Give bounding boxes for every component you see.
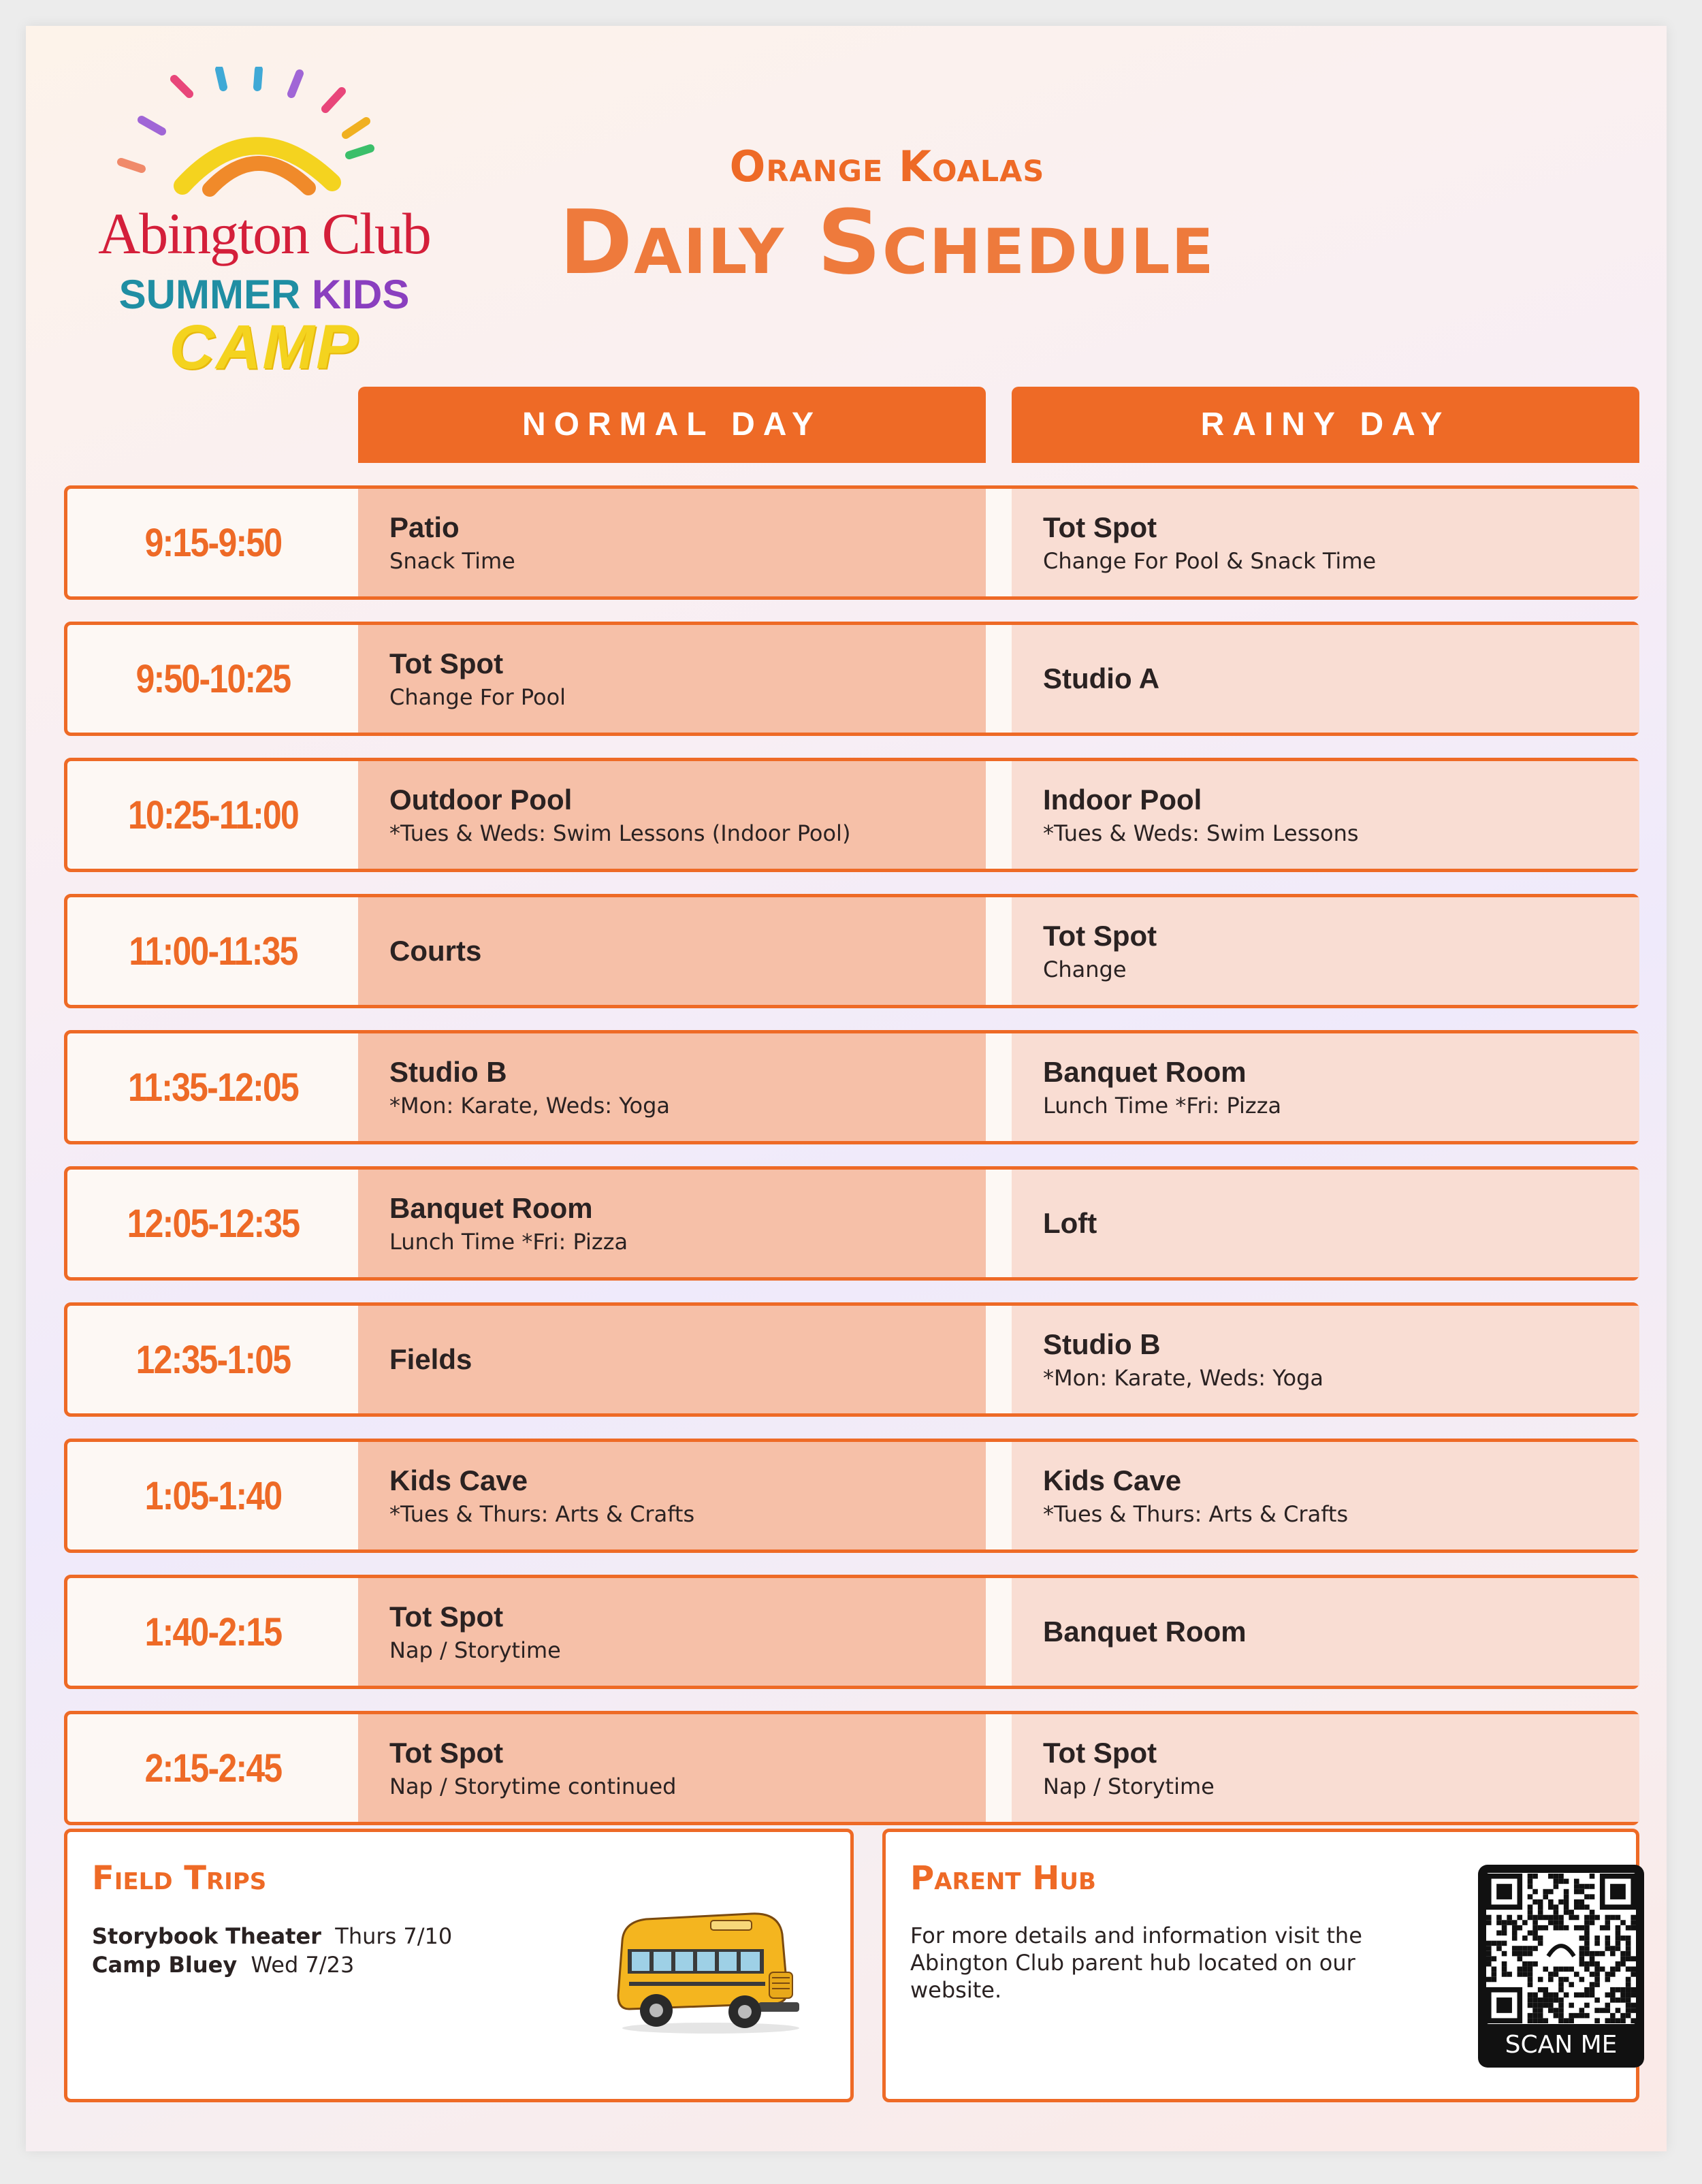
activity-location: Studio A — [1043, 662, 1160, 694]
trip-name: Camp Bluey — [92, 1952, 238, 1978]
parent-hub-box — [882, 1829, 1639, 2102]
schedule-page — [26, 26, 1667, 2151]
parent-hub-text: For more details and information visit the Abington Club parent hub located on our website. — [910, 1923, 1362, 2003]
activity-location: Studio B — [1043, 1328, 1161, 1360]
schedule-row — [64, 894, 1639, 1008]
trip-name: Storybook Theater — [92, 1923, 321, 1949]
activity-location: Tot Spot — [1043, 1737, 1157, 1769]
trip-item — [92, 1952, 354, 1978]
activity-location: Tot Spot — [389, 1601, 504, 1633]
activity-location: Kids Cave — [389, 1464, 528, 1496]
normal-day-activity — [358, 897, 986, 1005]
scan-me-label: SCAN ME — [1505, 2031, 1618, 2059]
activity-note: Lunch Time *Fri: Pizza — [389, 1229, 628, 1255]
rainy-day-header: RAINY DAY — [1012, 387, 1639, 463]
rainy-day-activity — [1012, 761, 1639, 869]
activity-location: Tot Spot — [389, 647, 504, 679]
time-slot: 1:40-2:15 — [144, 1609, 282, 1654]
column-divider — [986, 1170, 1012, 1277]
activity-location: Patio — [389, 511, 460, 543]
field-trips-title: Field Trips — [92, 1859, 267, 1897]
rainy-day-activity — [1012, 625, 1639, 733]
schedule-row — [64, 1575, 1639, 1689]
trip-date: Wed 7/23 — [251, 1952, 355, 1978]
column-divider — [986, 897, 1012, 1005]
trip-date: Thurs 7/10 — [335, 1923, 453, 1949]
sunrise-icon — [74, 67, 455, 203]
column-divider — [986, 1442, 1012, 1549]
rainy-day-activity — [1012, 1578, 1639, 1686]
schedule-row — [64, 1439, 1639, 1553]
rainy-day-activity — [1012, 1714, 1639, 1822]
schedule-row — [64, 485, 1639, 600]
activity-note: Change For Pool & Snack Time — [1043, 548, 1377, 574]
logo-summer-kids — [74, 271, 455, 318]
page-title: Daily Schedule — [559, 191, 1215, 294]
activity-note: Change For Pool — [389, 684, 566, 710]
column-divider — [986, 625, 1012, 733]
time-slot: 12:05-12:35 — [127, 1201, 300, 1246]
activity-note: Snack Time — [389, 548, 515, 574]
time-slot: 9:15-9:50 — [144, 520, 282, 565]
activity-location: Kids Cave — [1043, 1464, 1182, 1496]
rainy-day-activity — [1012, 489, 1639, 596]
schedule-row — [64, 1030, 1639, 1144]
activity-location: Banquet Room — [1043, 1616, 1247, 1648]
column-divider — [986, 1306, 1012, 1413]
rainy-day-activity — [1012, 1442, 1639, 1549]
activity-note: Nap / Storytime continued — [389, 1773, 677, 1799]
normal-day-activity — [358, 1306, 986, 1413]
activity-note: *Tues & Thurs: Arts & Crafts — [1043, 1501, 1349, 1527]
activity-location: Tot Spot — [1043, 920, 1157, 952]
logo-club-name: Abington Club — [98, 201, 430, 266]
activity-note: Nap / Storytime — [1043, 1773, 1215, 1799]
normal-day-activity — [358, 1714, 986, 1822]
activity-note: *Tues & Weds: Swim Lessons — [1043, 820, 1359, 846]
group-name: Orange Koalas — [729, 142, 1045, 191]
time-slot: 11:35-12:05 — [127, 1065, 299, 1110]
time-slot: 2:15-2:45 — [144, 1746, 282, 1790]
qr-code-pattern — [1486, 1873, 1636, 2024]
rainy-day-activity — [1012, 1170, 1639, 1277]
time-slot: 12:35-1:05 — [135, 1337, 291, 1382]
activity-location: Courts — [389, 935, 482, 967]
activity-location: Loft — [1043, 1207, 1097, 1239]
parent-hub-title: Parent Hub — [910, 1859, 1096, 1897]
qr-code-icon — [1486, 1873, 1636, 2024]
schedule-row — [64, 1711, 1639, 1825]
column-divider — [986, 1714, 1012, 1822]
field-trips-box — [64, 1829, 854, 2102]
activity-location: Banquet Room — [389, 1192, 593, 1224]
column-divider — [986, 1578, 1012, 1686]
rainy-day-activity — [1012, 1033, 1639, 1141]
activity-note: *Mon: Karate, Weds: Yoga — [1043, 1365, 1323, 1391]
activity-location: Studio B — [389, 1056, 507, 1088]
time-slot: 10:25-11:00 — [127, 792, 299, 837]
activity-location: Indoor Pool — [1043, 784, 1202, 816]
time-slot: 1:05-1:40 — [144, 1473, 282, 1518]
activity-note: *Tues & Thurs: Arts & Crafts — [389, 1501, 695, 1527]
schedule-row — [64, 1302, 1639, 1417]
normal-day-activity — [358, 1442, 986, 1549]
normal-day-activity — [358, 1578, 986, 1686]
schedule-row — [64, 622, 1639, 736]
activity-location: Outdoor Pool — [389, 784, 573, 816]
activity-location: Fields — [389, 1343, 472, 1375]
column-divider — [986, 1033, 1012, 1141]
activity-note: Nap / Storytime — [389, 1637, 561, 1663]
logo-summer-word: SUMMER — [118, 272, 301, 317]
trip-item — [92, 1923, 452, 1949]
time-slot: 11:00-11:35 — [129, 929, 298, 974]
normal-day-activity — [358, 1170, 986, 1277]
rainy-day-activity — [1012, 1306, 1639, 1413]
schedule-row — [64, 1166, 1639, 1281]
activity-location: Tot Spot — [1043, 511, 1157, 543]
logo-kids-word: KIDS — [311, 272, 410, 317]
time-slot: 9:50-10:25 — [135, 656, 291, 701]
normal-day-activity — [358, 761, 986, 869]
camp-logo — [74, 67, 455, 382]
schedule-row — [64, 758, 1639, 872]
column-divider — [986, 761, 1012, 869]
activity-note: *Mon: Karate, Weds: Yoga — [389, 1093, 670, 1119]
qr-code[interactable] — [1478, 1865, 1644, 2068]
activity-note: Lunch Time *Fri: Pizza — [1043, 1093, 1282, 1119]
activity-location: Banquet Room — [1043, 1056, 1247, 1088]
rainy-day-activity — [1012, 897, 1639, 1005]
normal-day-activity — [358, 625, 986, 733]
normal-day-activity — [358, 1033, 986, 1141]
activity-location: Tot Spot — [389, 1737, 504, 1769]
normal-day-header: NORMAL DAY — [358, 387, 986, 463]
activity-note: *Tues & Weds: Swim Lessons (Indoor Pool) — [389, 820, 851, 846]
school-bus-icon — [609, 1907, 806, 2036]
activity-note: Change — [1043, 957, 1127, 982]
normal-day-activity — [358, 489, 986, 596]
column-divider — [986, 489, 1012, 596]
logo-camp-word: CAMP — [169, 312, 359, 382]
